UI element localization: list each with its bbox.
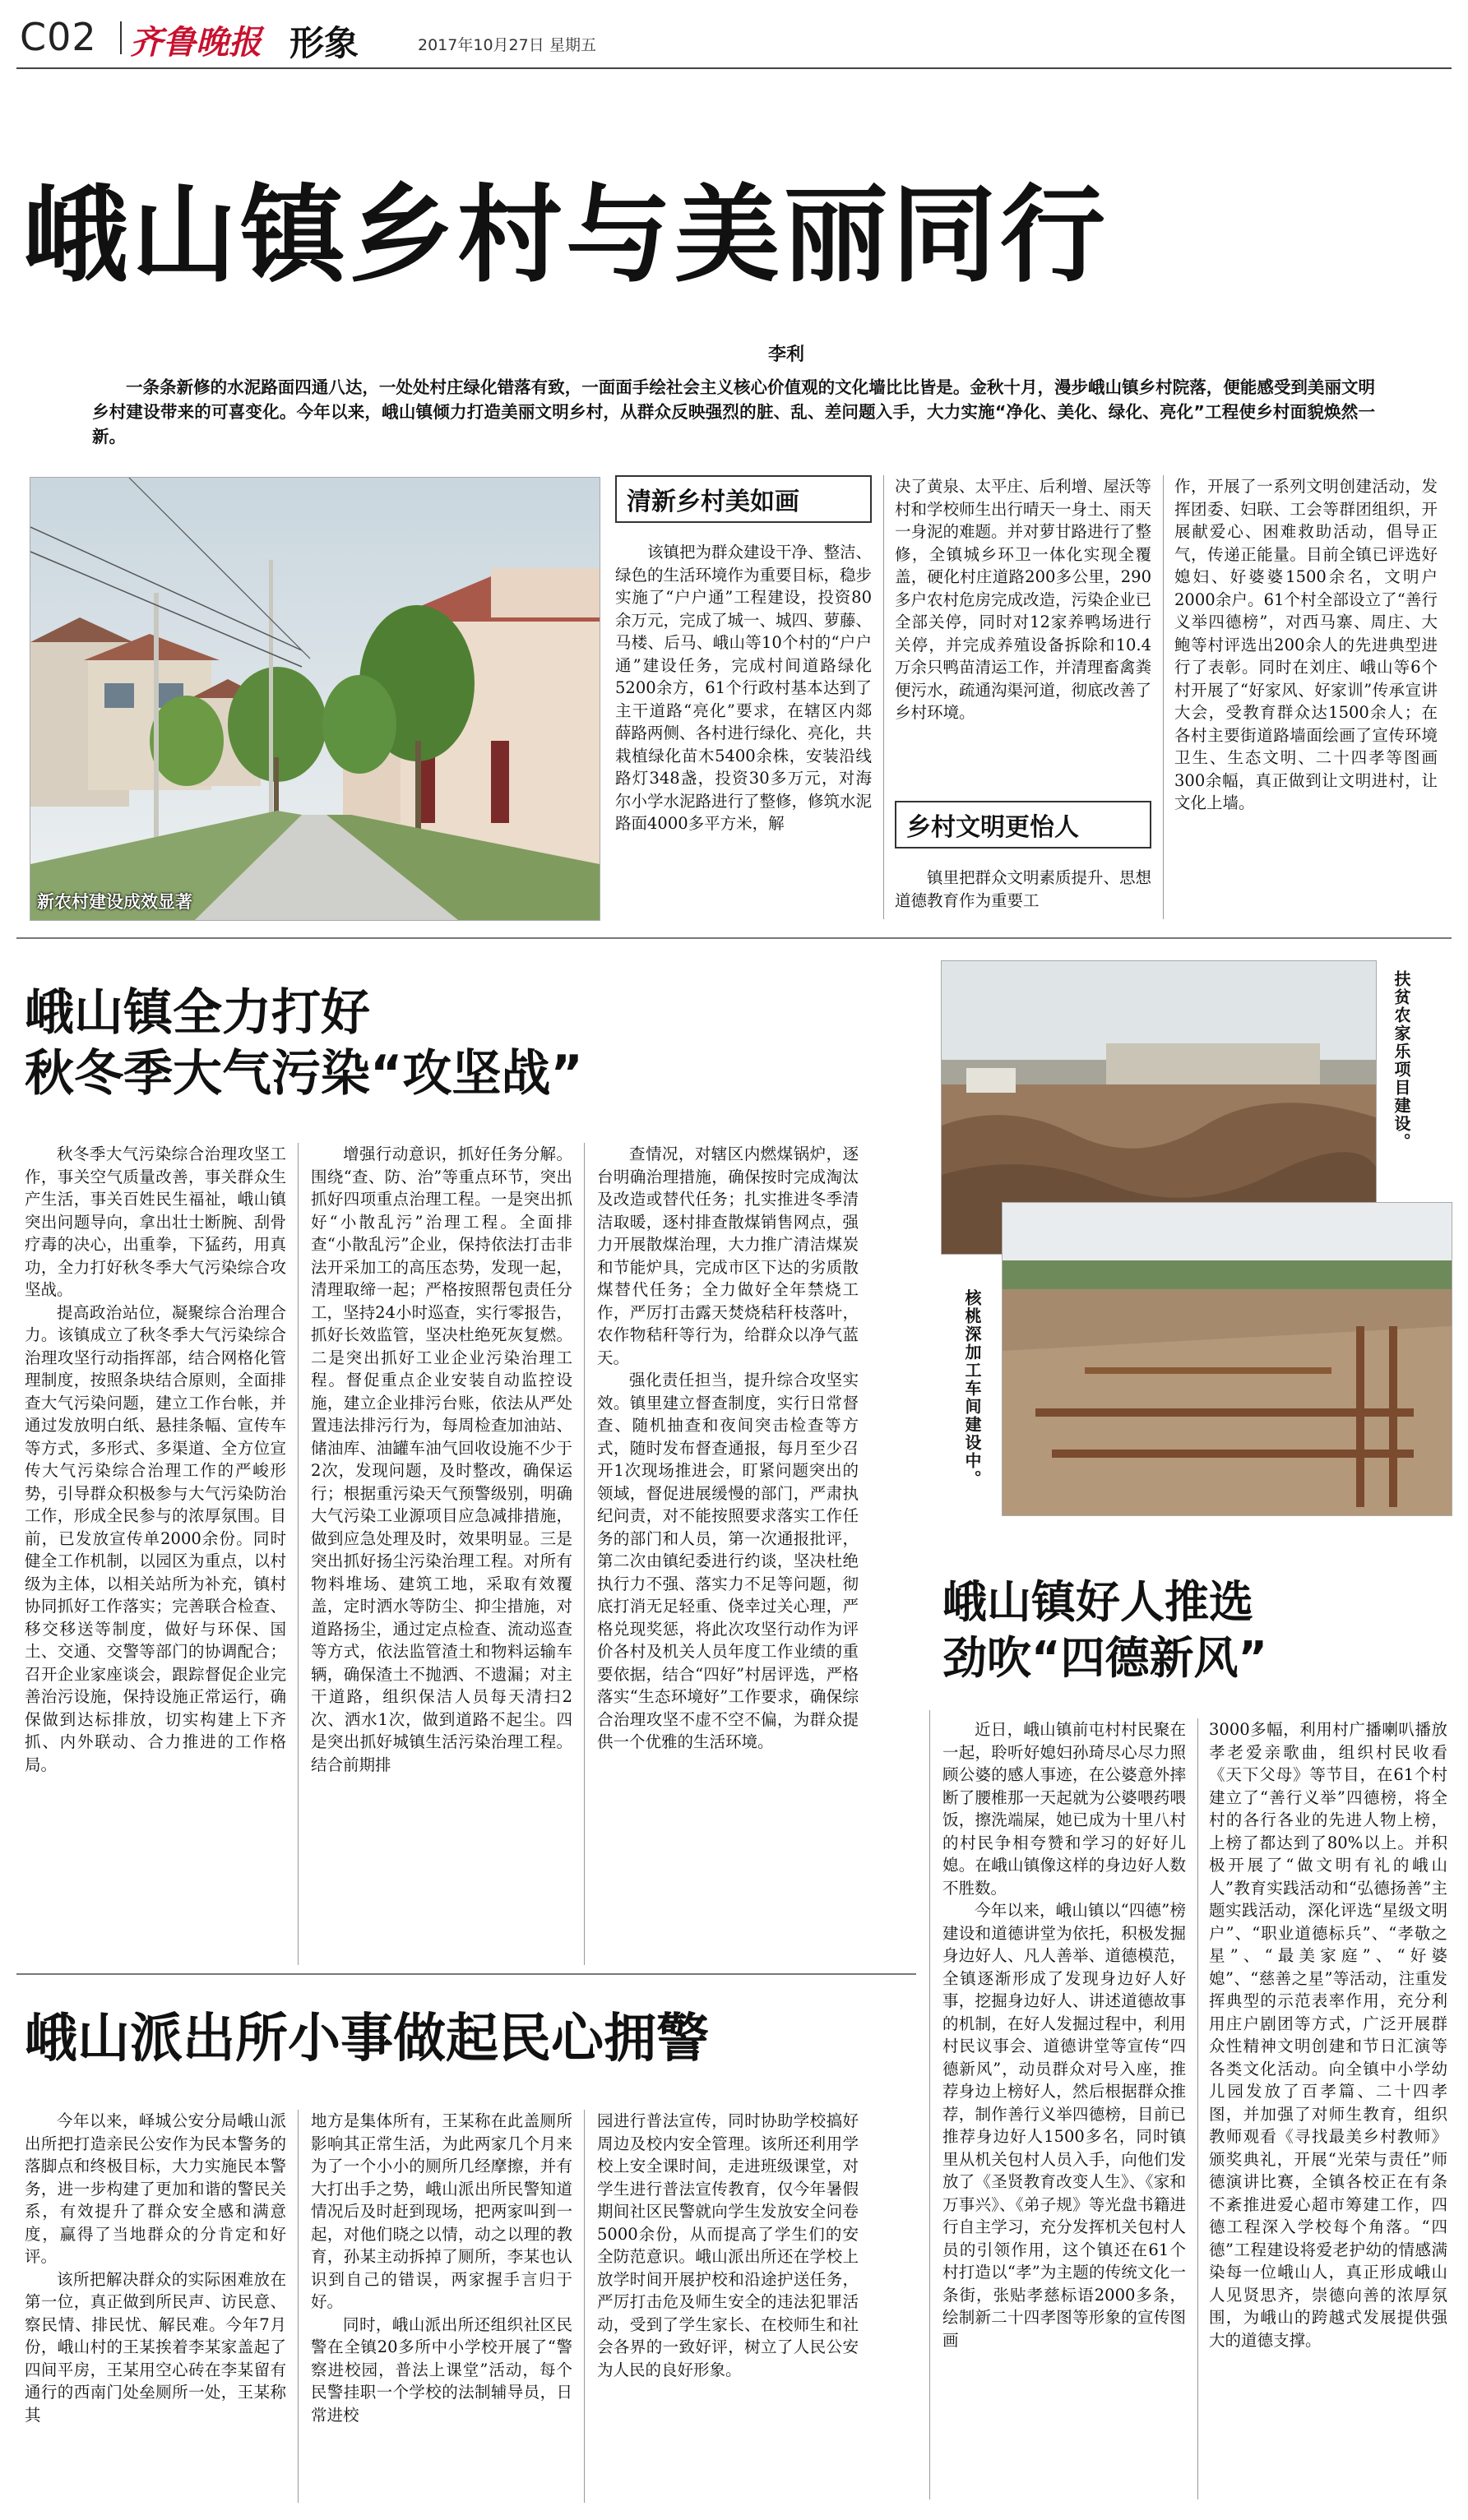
article3-headline-line2: 劲吹“四德新风” (942, 1632, 1267, 1684)
article4-col3 (597, 2110, 859, 2503)
caption-walnut-workshop: 核桃深加工车间建设中。 (962, 1289, 982, 1488)
article2-col-rule-2 (584, 1143, 585, 1965)
article4-col1 (25, 2110, 286, 2503)
article3-col1-para2: 今年以来，峨山镇以“四德”榜建设和道德讲堂为依托，积极发掘身边好人、凡人善举、道德模范，全镇逐渐形成了发现身边好人好事，挖掘身边好人、讲述道德故事的机制，在好人发掘过程中，利用村民议事会、道德讲堂等宣传“四德新风”，动员群众对号入座，推荐身边上榜好人，然后根据群众推荐，制作善行义举四德榜，目前已推荐身边好人1500多名，同时镇里从机关包村人员入手，向他们发放了《圣贤教育改变人生》、《家和万事兴》、《弟子规》等光盘书籍进行自主学习，充分发挥机关包村人员的引领作用，这个镇还在61个村打造以“孝”为主题的传统文化一条街，张贴孝慈标语2000多条，绘制新二十四孝图等形象的宣传图画 (942, 1901, 1186, 2350)
article4-col1-para1: 今年以来，峄城公安分局峨山派出所把打造亲民公安作为民本警务的落脚点和终极目标，大力实施民本警务，进一步构建了更加和谐的警民关系，有效提升了群众安全感和满意度，赢得了当地群众的分肯定和好评。 (25, 2111, 286, 2266)
page-header (0, 0, 1468, 66)
article2-col1-para2: 提高政治站位，凝聚综合治理合力。该镇成立了秋冬季大气污染综合治理攻坚行动指挥部，结合网格化管理制度，按照条块结合原则，全面排查大气污染问题，建立工作台帐，并通过发放明白纸、悬挂条幅、宣传车等方式，多形式、多渠道、全方位宣传大气污染综合治理工作的严峻形势，引导群众积极参与大气污染防治工作，形成全民参与的浓厚氛围。目前，已发放宣传单2000余份。同时健全工作机制，以园区为重点，以村级为主体，以相关站所为补充，镇村协同抓好工作落实；完善联合检查、移交移送等制度，做好与环保、国土、交通、交警等部门的协调配合；召开企业家座谈会，跟踪督促企业完善治污设施，保持设施正常运行，确保做到达标排放，切实构建上下齐抓、内外联动、合力推进的工作格局。 (25, 1302, 286, 1774)
lead-photo-caption: 新农村建设成效显著 (37, 892, 192, 912)
lead-col3-text: 作，开展了一系列文明创建活动，发挥团委、妇联、工会等群团组织，开展献爱心、困难救助活动，倡导正气，传递正能量。目前全镇已评选好媳妇、好婆婆1500余名，文明户2000余户。61个村全部设立了“善行义举四德榜”，对西马寨、周庄、大鲍等村评选出200余人的先进典型进行了表彰。同时在刘庄、峨山等6个村开展了“好家风、好家训”传承宣讲大会，受教育群众达1500余人；在各村主要街道路墙面绘画了宣传环境卫生、生态文明、二十四孝等图画300余幅，真正做到让文明进村，让文化上墙。 (1174, 477, 1438, 812)
article4-col2 (311, 2110, 572, 2503)
article2-headline-line1: 峨山镇全力打好 (25, 984, 370, 1042)
lead-author: 李利 (768, 344, 805, 365)
lead-col2b-text: 镇里把群众文明素质提升、思想道德教育作为重要工 (895, 868, 1151, 910)
lead-headline: 峨山镇乡村与美丽同行 (23, 174, 1109, 297)
article3-col-rule (1197, 1718, 1198, 2499)
article2-headline-line2: 秋冬季大气污染“攻坚战” (25, 1045, 583, 1103)
issue-date: 2017年10月27日 (418, 36, 544, 54)
header-rule (16, 67, 1452, 69)
page-code: C02 (20, 15, 97, 59)
article3-col1-para1: 近日，峨山镇前屯村村民聚在一起，聆听好媳妇孙琦尽心尽力照顾公婆的感人事迹，在公婆意外摔断了腰椎那一天起就为公婆喂药喂饭，擦洗端屎，她已成为十里八村的村民争相夸赞和学习的好好儿媳。在峨山镇像这样的身边好人数不胜数。 (942, 1720, 1186, 1898)
photo-walnut-workshop (1002, 1202, 1452, 1516)
article4-top-rule (16, 1973, 916, 1975)
article4-col-rule-1 (298, 2110, 299, 2503)
village-road-illustration (30, 478, 600, 920)
article2-col1 (25, 1143, 286, 1965)
article2-col2 (311, 1143, 572, 1965)
article4-col3-para1: 园进行普法宣传，同时协助学校搞好周边及校内安全管理。该所还利用学校上安全课时间，走进班级课堂，对学生进行普法宣传教育，仅今年暑假期间社区民警就向学生发放安全问卷5000余份，从而提高了学生们的安全防范意识。峨山派出所还在学校上放学时间开展护校和沿途护送任务，严厉打击危及师生安全的违法犯罪活动，受到了学生家长、在校师生和社会各界的一致好评，树立了人民公安为人民的良好形象。 (597, 2111, 859, 2379)
article4-col2-para1: 地方是集体所有，王某称在此盖厕所影响其正常生活，为此两家几个月来为了一个小小的厕所几经摩擦，并有大打出手之势，峨山派出所民警知道情况后及时赶到现场，把两家叫到一起，对他们晓之以情，动之以理的教育，孙某主动拆掉了厕所，李某也认识到自己的错误，两家握手言归于好。 (311, 2111, 572, 2311)
lead-photo-village-road (30, 477, 600, 921)
caption-poverty-farmhouse: 扶贫农家乐项目建设。 (1392, 970, 1411, 1151)
article3-col2-para1: 3000多幅，利用村广播喇叭播放孝老爱亲歌曲，组织村民收看《天下父母》等节目，在61个村建立了“善行义举”四德榜，将全村的各行各业的先进人物上榜，上榜了都达到了80%以上。并积极开展了“做文明有礼的峨山人”教育实践活动和“弘德扬善”主题实践活动，深化评选“星级文明户”、“职业道德标兵”、“孝敬之星”、“最美家庭”、“好婆媳”、“慈善之星”等活动，注重发挥典型的示范表率作用，充分利用庄户剧团等方式，广泛开展群众性精神文明创建和节日汇演等各类文化活动。向全镇中小学幼儿园发放了百孝篇、二十四孝图，并加强了对师生教育，组织教师观看《寻找最美乡村教师》颁奖典礼，开展“光荣与责任”师德演讲比赛，全镇各校正在有条不紊推进爱心超市筹建工作，四德工程深入学校每个角落。“四德”工程建设将爱老护幼的情感满染每一位峨山人，真正形成峨山人见贤思齐，崇德向善的浓厚氛围，为峨山的跨越式发展提供强大的道德支撑。 (1209, 1720, 1447, 2350)
lead-subhead-civilized-village: 乡村文明更怡人 (895, 801, 1151, 848)
section-title: 形象 (289, 23, 359, 63)
article2-col3-para1: 查情况，对辖区内燃煤锅炉，逐台明确治理措施，确保按时完成淘汰及改造或替代任务；扎实推进冬季清洁取暖，逐村排查散煤销售网点，强力开展散煤治理，大力推广清洁煤炭和节能炉具，完成市区下达的劣质散煤替代任务；全力做好全年禁烧工作，严厉打击露天焚烧秸秆枝落叶，农作物秸秆等行为，给群众以净气蓝天。 (597, 1144, 859, 1367)
lead-col-rule-1 (883, 475, 884, 919)
article3-col2 (1209, 1718, 1447, 2499)
paper-logo: 齐鲁晚报 (130, 23, 262, 62)
article4-col2-para2: 同时，峨山派出所还组织社区民警在全镇20多所中小学校开展了“警察进校园，普法上课堂”活动，每个民警挂职一个学校的法制辅导员，日常进校 (311, 2314, 572, 2425)
article3-col1 (942, 1718, 1186, 2499)
lead-col-rule-2 (1163, 475, 1164, 919)
article4-col-rule-2 (584, 2110, 585, 2503)
article3-left-rule (929, 1710, 930, 2499)
issue-weekday: 星期五 (549, 36, 597, 54)
article2-col-rule-1 (298, 1143, 299, 1965)
header-divider-icon (120, 21, 122, 54)
lead-subhead-clean-village: 清新乡村美如画 (615, 475, 872, 523)
lead-col1-text: 该镇把为群众建设干净、整洁、绿色的生活环境作为重要目标，稳步实施了“户户通”工程建设，投资80余万元，完成了城一、城四、萝藤、马楼、后马、峨山等10个村的“户户通”建设任务，完成村间道路绿化5200余方，61个行政村基本达到了主干道路“亮化”要求，在辖区内郯薛路两侧、各村进行绿化、亮化，共栽植绿化苗木5400余株，安装沿线路灯348盏，投资30多万元，对海尔小学水泥路进行了整修，修筑水泥路面4000多平方米，解 (615, 543, 872, 833)
lead-col2-text: 决了黄泉、太平庄、后利增、屋沃等村和学校师生出行晴天一身土、雨天一身泥的难题。并对萝甘路进行了整修，全镇城乡环卫一体化实现全覆盖，硬化村庄道路200多公里，290多户农村危房完成改造，污染企业已全部关停，同时对12家养鸭场进行关停，并完成养殖设备拆除和10.4万余只鸭苗清运工作，并清理畜禽粪便污水，疏通沟渠河道，彻底改善了乡村环境。 (895, 477, 1151, 722)
article3-headline-line1: 峨山镇好人推选 (942, 1576, 1253, 1628)
article2-col2-para1: 增强行动意识，抓好任务分解。围绕“查、防、治”等重点环节，突出抓好四项重点治理工程。一是突出抓好“小散乱污”治理工程。全面排查“小散乱污”企业，保持依法打击非法开采加工的高压态势，发现一起，清理取缔一起；严格按照帮包责任分工，坚持24小时巡查，实行零报告，抓好长效监管，坚决杜绝死灰复燃。二是突出抓好工业企业污染治理工程。督促重点企业安装自动监控设施，建立企业排污台账，依法从严处置违法排污行为，每周检查加油站、储油库、油罐车油气回收设施不少于2次，发现问题，及时整改，确保运行；根据重污染天气预警级别，明确大气污染工业源项目应急减排措施，做到应急处理及时，效果明显。三是突出抓好扬尘污染治理工程。对所有物料堆场、建筑工地，采取有效覆盖，定时洒水等防尘、抑尘措施，对道路扬尘，通过定点检查、流动巡查等方式，依法监管渣土和物料运输车辆，确保渣土不抛洒、不遗漏；对主干道路，组织保洁人员每天清扫2次、洒水1次，做到道路不起尘。四是突出抓好城镇生活污染治理工程。结合前期排 (311, 1144, 572, 1774)
lead-bottom-rule (16, 937, 1452, 939)
article2-col1-para1: 秋冬季大气污染综合治理攻坚工作，事关空气质量改善，事关群众生产生活，事关百姓民生福祉，峨山镇突出问题导向，拿出壮士断腕、刮骨疗毒的决心，出重拳，下猛药，用真功，全力打好秋冬季大气污染综合攻坚战。 (25, 1144, 286, 1299)
article2-col3 (597, 1143, 859, 1965)
foundation-site-illustration (1003, 1203, 1452, 1515)
article4-col1-para2: 该所把解决群众的实际困难放在第一位，真正做到所民声、访民意、察民情、排民忧、解民难。今年7月份，峨山村的王某挨着李某家盖起了四间平房，王某用空心砖在李某留有通行的西南门处垒厕所一处，王某称其 (25, 2269, 286, 2425)
article4-headline: 峨山派出所小事做起民心拥警 (25, 2009, 709, 2069)
article2-col3-para2: 强化责任担当，提升综合攻坚实效。镇里建立督查制度，实行日常督查、随机抽查和夜间突击检查等方式，随时发布督查通报，每月至少召开1次现场推进会，盯紧问题突出的领域，督促进展缓慢的部门，严肃执纪问责，对不能按照要求落实工作任务的部门和人员，第一次通报批评，第二次由镇纪委进行约谈，坚决杜绝执行力不强、落实力不足等问题，彻底打消无足轻重、侥幸过关心理，严格兑现奖惩，将此次攻坚行动作为评价各村及机关人员年度工作业绩的重要依据，结合“四好”村居评选，严格落实“生态环境好”工作要求，确保综合治理攻坚不虚不空不偏，为群众提供一个优雅的生活环境。 (597, 1371, 859, 1751)
lead-intro: 一条条新修的水泥路面四通八达，一处处村庄绿化错落有致，一面面手绘社会主义核心价值观的文化墙比比皆是。金秋十月，漫步峨山镇乡村院落，便能感受到美丽文明乡村建设带来的可喜变化。今年以来，峨山镇倾力打造美丽文明乡村，从群众反映强烈的脏、乱、差问题入手，大力实施“净化、美化、绿化、亮化”工程使乡村面貌焕然一新。 (92, 377, 1375, 446)
